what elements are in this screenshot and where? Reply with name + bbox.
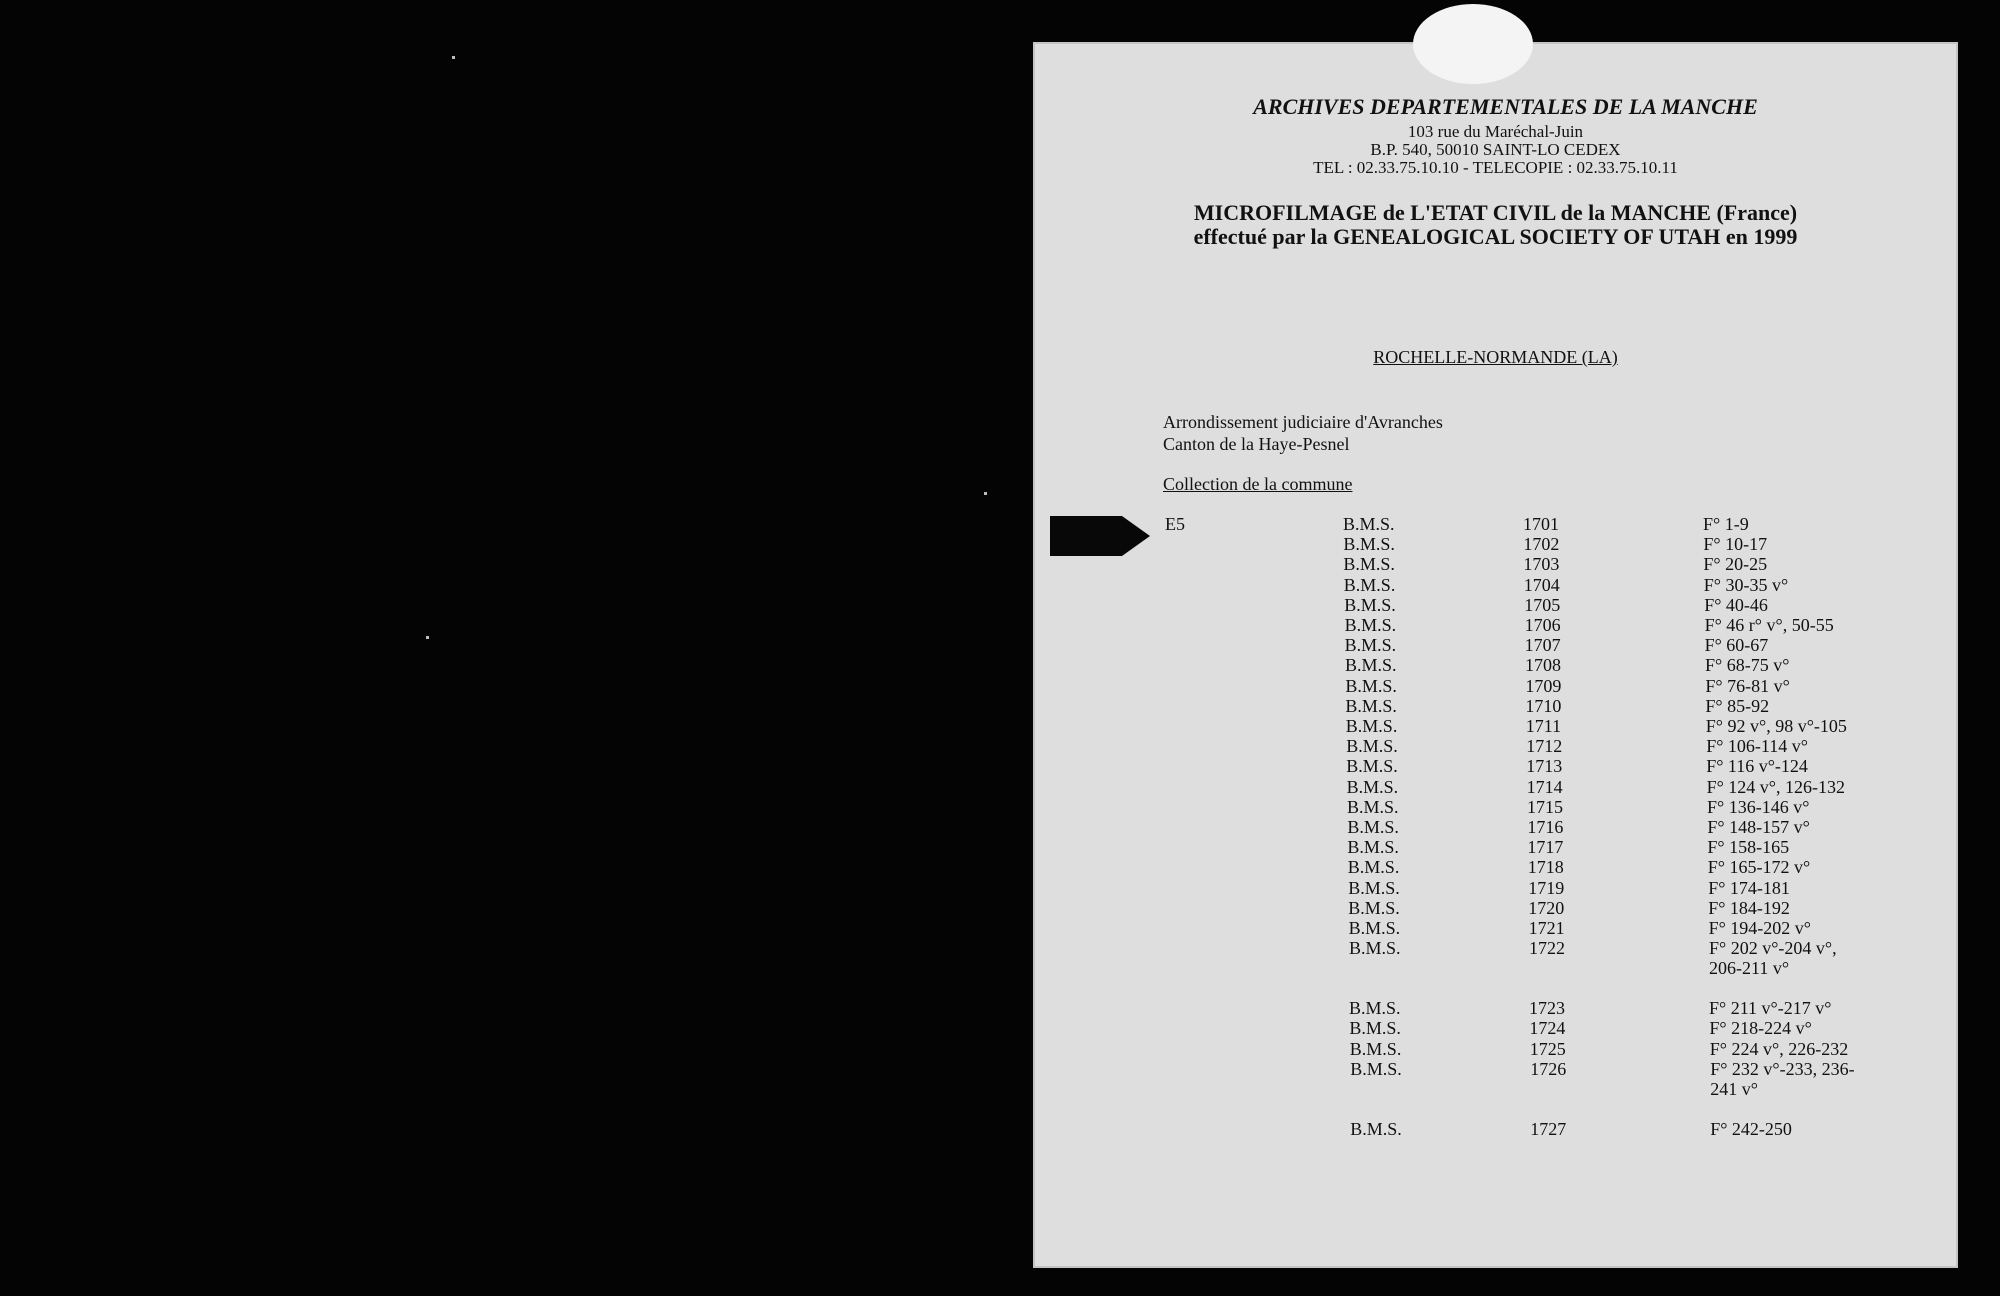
- record-row: [1033, 1058, 1958, 1099]
- record-year: 1709: [1525, 675, 1562, 696]
- record-type: B.M.S.: [1344, 635, 1397, 656]
- record-year: 1719: [1528, 877, 1565, 898]
- record-folio: F° 1-9: [1703, 514, 1749, 534]
- record-row: [1033, 736, 1958, 756]
- record-year: 1722: [1529, 938, 1565, 959]
- record-year: 1710: [1525, 695, 1562, 716]
- record-year: 1713: [1526, 756, 1563, 777]
- record-folio: F° 242-250: [1710, 1118, 1792, 1139]
- record-folio: F° 10-17: [1703, 534, 1768, 555]
- record-row: [1033, 998, 1958, 1018]
- record-row: [1033, 1018, 1958, 1038]
- record-type: B.M.S.: [1343, 574, 1396, 595]
- record-folio: F° 194-202 v°: [1708, 918, 1811, 938]
- record-year: 1701: [1523, 514, 1559, 534]
- record-folio: F° 85-92: [1705, 695, 1770, 716]
- record-row: [1033, 797, 1958, 817]
- record-row: [1033, 554, 1958, 574]
- record-type: B.M.S.: [1348, 877, 1400, 898]
- record-folio: F° 202 v°-204 v°,: [1709, 938, 1837, 959]
- record-year: 1703: [1523, 554, 1560, 575]
- microfilm-title-line2: effectué par la GENEALOGICAL SOCIETY OF UTAH en 1999: [1193, 224, 1798, 249]
- record-year: 1704: [1523, 574, 1560, 595]
- record-type: B.M.S.: [1348, 918, 1401, 938]
- record-folio: F° 224 v°, 226-232: [1709, 1038, 1849, 1059]
- record-type: B.M.S.: [1348, 897, 1400, 918]
- record-year: 1717: [1527, 837, 1564, 858]
- record-folio: F° 148-157 v°: [1707, 817, 1810, 837]
- record-type: B.M.S.: [1343, 534, 1395, 555]
- record-row: [1033, 635, 1958, 655]
- record-folio: F° 46 r° v°, 50-55: [1704, 615, 1834, 635]
- record-year: 1706: [1524, 615, 1561, 635]
- record-type: B.M.S.: [1345, 655, 1397, 676]
- record-year: 1707: [1524, 635, 1561, 656]
- film-speck: [426, 636, 429, 639]
- record-type: B.M.S.: [1343, 554, 1395, 575]
- record-row: [1033, 878, 1958, 898]
- record-folio: F° 232 v°-233, 236-: [1710, 1058, 1855, 1079]
- record-row: [1033, 676, 1958, 696]
- record-year: 1721: [1528, 918, 1565, 938]
- record-year: 1702: [1523, 534, 1560, 555]
- record-folio: F° 76-81 v°: [1705, 675, 1790, 696]
- record-folio: F° 124 v°, 126-132: [1706, 776, 1845, 797]
- record-row: [1033, 1119, 1958, 1139]
- record-type: B.M.S.: [1345, 675, 1397, 696]
- record-year: 1715: [1527, 796, 1563, 817]
- record-type: B.M.S.: [1344, 594, 1396, 615]
- record-year: 1725: [1529, 1038, 1566, 1059]
- collection-heading: Collection de la commune: [1163, 474, 1353, 494]
- record-row: [1033, 777, 1958, 797]
- record-year: 1705: [1524, 594, 1561, 615]
- record-folio: F° 165-172 v°: [1707, 857, 1811, 878]
- record-folio: F° 184-192: [1708, 897, 1790, 918]
- record-type: B.M.S.: [1347, 817, 1399, 837]
- record-folio: F° 92 v°, 98 v°-105: [1705, 716, 1847, 736]
- record-row: [1033, 615, 1958, 635]
- record-year: 1718: [1527, 857, 1564, 878]
- record-type: B.M.S.: [1344, 615, 1397, 635]
- record-folio: F° 158-165: [1707, 837, 1790, 858]
- record-row: [1033, 514, 1958, 534]
- record-type: B.M.S.: [1346, 776, 1399, 797]
- record-row: [1033, 938, 1958, 979]
- record-folio: F° 40-46: [1704, 594, 1768, 615]
- record-type: B.M.S.: [1345, 695, 1397, 716]
- record-year: 1727: [1530, 1118, 1567, 1139]
- record-type: B.M.S.: [1350, 1058, 1402, 1079]
- record-row: [1033, 655, 1958, 675]
- record-row: [1033, 1039, 1958, 1059]
- record-year: 1708: [1525, 655, 1561, 676]
- record-row: [1033, 837, 1958, 857]
- record-year: 1720: [1528, 897, 1565, 918]
- record-folio-continued: 241 v°: [1710, 1078, 1758, 1099]
- record-year: 1712: [1526, 736, 1563, 757]
- archive-street: 103 rue du Maréchal-Juin: [1407, 122, 1584, 141]
- record-folio: F° 106-114 v°: [1706, 736, 1808, 757]
- archive-phone: TEL : 02.33.75.10.10 - TELECOPIE : 02.33.75.10.11: [1313, 158, 1678, 177]
- record-type: B.M.S.: [1347, 857, 1400, 878]
- arrondissement: Arrondissement judiciaire d'Avranches: [1163, 412, 1443, 432]
- microfilm-title-line1: MICROFILMAGE de L'ETAT CIVIL de la MANCHE (France): [1193, 200, 1798, 225]
- record-row: [1033, 716, 1958, 736]
- record-type: B.M.S.: [1345, 716, 1398, 736]
- document-page: [1033, 42, 1958, 1268]
- record-folio-continued: 206-211 v°: [1709, 958, 1790, 979]
- record-type: B.M.S.: [1347, 796, 1399, 817]
- record-year: 1714: [1526, 776, 1563, 797]
- record-folio: F° 218-224 v°: [1709, 1018, 1812, 1039]
- record-folio: F° 136-146 v°: [1707, 796, 1810, 817]
- record-row: [1033, 817, 1958, 837]
- record-row: [1033, 696, 1958, 716]
- record-row: [1033, 756, 1958, 776]
- record-year: 1723: [1529, 998, 1565, 1019]
- cote-label: E5: [1165, 514, 1185, 534]
- archive-name: ARCHIVES DEPARTEMENTALES DE LA MANCHE: [1253, 94, 1758, 119]
- record-year: 1716: [1527, 817, 1564, 837]
- record-folio: F° 174-181: [1708, 877, 1790, 898]
- record-type: B.M.S.: [1350, 1118, 1402, 1139]
- record-row: [1033, 595, 1958, 615]
- record-row: [1033, 857, 1958, 877]
- record-type: B.M.S.: [1347, 837, 1399, 858]
- record-type: B.M.S.: [1349, 1038, 1402, 1059]
- archive-postal: B.P. 540, 50010 SAINT-LO CEDEX: [1370, 140, 1621, 159]
- commune-name: ROCHELLE-NORMANDE (LA): [1373, 347, 1618, 367]
- record-type: B.M.S.: [1343, 514, 1395, 534]
- record-folio: F° 30-35 v°: [1703, 574, 1789, 595]
- record-folio: F° 116 v°-124: [1706, 756, 1808, 777]
- record-type: B.M.S.: [1349, 938, 1401, 959]
- record-row: [1033, 918, 1958, 938]
- record-type: B.M.S.: [1349, 1018, 1401, 1039]
- record-year: 1724: [1529, 1018, 1566, 1039]
- record-folio: F° 20-25: [1703, 554, 1768, 575]
- canton: Canton de la Haye-Pesnel: [1163, 434, 1350, 454]
- record-type: B.M.S.: [1346, 756, 1398, 777]
- film-speck: [452, 56, 455, 59]
- record-year: 1711: [1525, 716, 1562, 736]
- record-row: [1033, 534, 1958, 554]
- record-row: [1033, 898, 1958, 918]
- record-type: B.M.S.: [1349, 998, 1401, 1019]
- record-folio: F° 211 v°-217 v°: [1709, 998, 1832, 1019]
- record-type: B.M.S.: [1346, 736, 1398, 757]
- record-row: [1033, 575, 1958, 595]
- punch-hole: [1413, 4, 1533, 84]
- record-year: 1726: [1530, 1058, 1567, 1079]
- record-folio: F° 68-75 v°: [1705, 655, 1790, 676]
- record-folio: F° 60-67: [1704, 635, 1769, 656]
- film-speck: [984, 492, 987, 495]
